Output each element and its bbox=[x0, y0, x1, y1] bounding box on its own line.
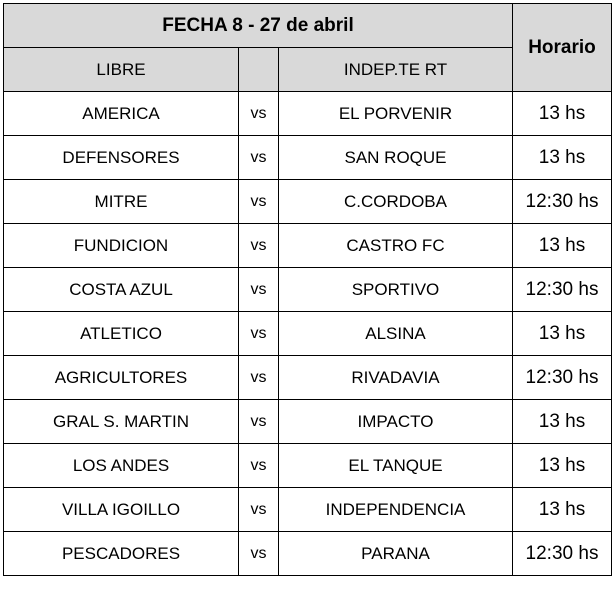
vs-label: vs bbox=[239, 136, 279, 180]
away-team: RIVADAVIA bbox=[279, 356, 513, 400]
away-team: ALSINA bbox=[279, 312, 513, 356]
match-row bbox=[4, 224, 612, 268]
kickoff-time: 13 hs bbox=[513, 224, 612, 268]
home-team: ATLETICO bbox=[4, 312, 239, 356]
fixture-title: FECHA 8 - 27 de abril bbox=[4, 4, 513, 48]
kickoff-time: 12:30 hs bbox=[513, 532, 612, 576]
kickoff-time: 13 hs bbox=[513, 488, 612, 532]
match-row bbox=[4, 268, 612, 312]
away-team: EL PORVENIR bbox=[279, 92, 513, 136]
away-team: CASTRO FC bbox=[279, 224, 513, 268]
away-team: SAN ROQUE bbox=[279, 136, 513, 180]
match-row bbox=[4, 92, 612, 136]
vs-label: vs bbox=[239, 488, 279, 532]
home-team: PESCADORES bbox=[4, 532, 239, 576]
away-team: PARANA bbox=[279, 532, 513, 576]
kickoff-time: 12:30 hs bbox=[513, 268, 612, 312]
horario-header: Horario bbox=[513, 4, 612, 92]
home-team: VILLA IGOILLO bbox=[4, 488, 239, 532]
vs-label: vs bbox=[239, 356, 279, 400]
match-row bbox=[4, 400, 612, 444]
vs-label: vs bbox=[239, 224, 279, 268]
home-team: MITRE bbox=[4, 180, 239, 224]
vs-label: vs bbox=[239, 268, 279, 312]
kickoff-time: 13 hs bbox=[513, 312, 612, 356]
home-team: DEFENSORES bbox=[4, 136, 239, 180]
home-team: AMERICA bbox=[4, 92, 239, 136]
fixture-body bbox=[4, 4, 612, 576]
home-team: AGRICULTORES bbox=[4, 356, 239, 400]
home-team: COSTA AZUL bbox=[4, 268, 239, 312]
vs-label: vs bbox=[239, 400, 279, 444]
home-team: FUNDICION bbox=[4, 224, 239, 268]
title-row bbox=[4, 4, 612, 48]
away-team: IMPACTO bbox=[279, 400, 513, 444]
kickoff-time: 13 hs bbox=[513, 444, 612, 488]
libre-team: INDEP.TE RT bbox=[279, 48, 513, 92]
kickoff-time: 13 hs bbox=[513, 92, 612, 136]
away-team: SPORTIVO bbox=[279, 268, 513, 312]
kickoff-time: 12:30 hs bbox=[513, 180, 612, 224]
vs-label: vs bbox=[239, 312, 279, 356]
match-row bbox=[4, 356, 612, 400]
match-row bbox=[4, 488, 612, 532]
vs-label: vs bbox=[239, 180, 279, 224]
match-row bbox=[4, 180, 612, 224]
vs-label: vs bbox=[239, 532, 279, 576]
kickoff-time: 13 hs bbox=[513, 136, 612, 180]
match-row bbox=[4, 444, 612, 488]
away-team: INDEPENDENCIA bbox=[279, 488, 513, 532]
match-row bbox=[4, 312, 612, 356]
away-team: EL TANQUE bbox=[279, 444, 513, 488]
home-team: GRAL S. MARTIN bbox=[4, 400, 239, 444]
libre-label: LIBRE bbox=[4, 48, 239, 92]
vs-label: vs bbox=[239, 444, 279, 488]
kickoff-time: 12:30 hs bbox=[513, 356, 612, 400]
kickoff-time: 13 hs bbox=[513, 400, 612, 444]
away-team: C.CORDOBA bbox=[279, 180, 513, 224]
match-row bbox=[4, 532, 612, 576]
home-team: LOS ANDES bbox=[4, 444, 239, 488]
match-row bbox=[4, 136, 612, 180]
vs-label: vs bbox=[239, 92, 279, 136]
libre-empty-cell bbox=[239, 48, 279, 92]
fixture-table bbox=[3, 3, 612, 576]
